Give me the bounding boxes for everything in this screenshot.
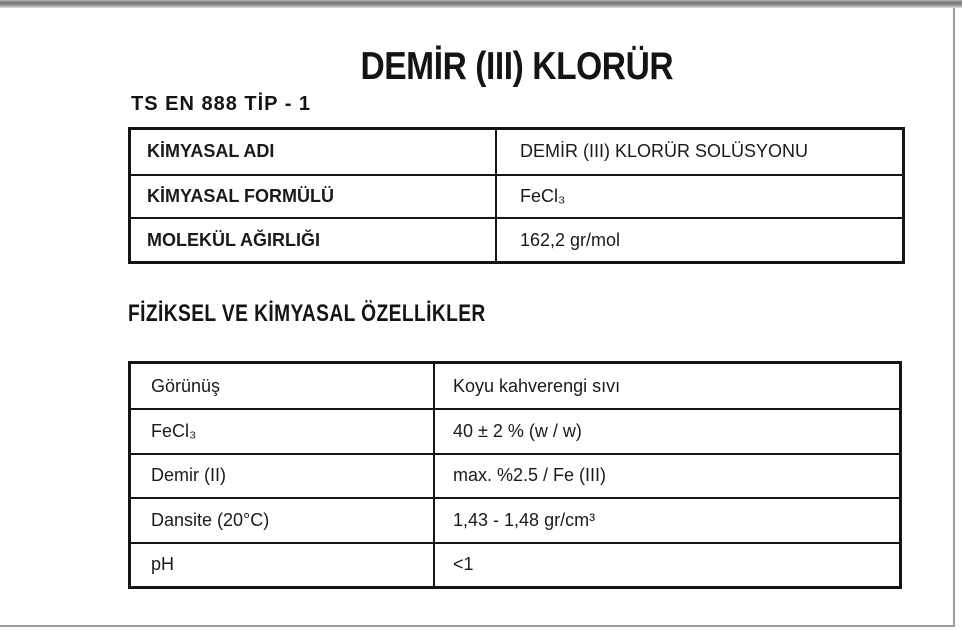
physical-chemical-properties-table xyxy=(128,361,902,589)
page-edge-right xyxy=(953,8,955,627)
table-cell-value: 40 ± 2 % (w / w) xyxy=(433,408,899,452)
table-cell-label: KİMYASAL FORMÜLÜ xyxy=(131,174,495,218)
document-title-text: DEMİR (III) KLORÜR xyxy=(360,45,673,88)
table-cell-value: Koyu kahverengi sıvı xyxy=(433,364,899,408)
table-cell-label: KİMYASAL ADI xyxy=(147,141,275,162)
table-cell-value: max. %2.5 / Fe (III) xyxy=(433,453,899,497)
table-cell-label: MOLEKÜL AĞIRLIĞI xyxy=(131,217,495,261)
document-title xyxy=(128,45,905,89)
table-cell-value: 162,2 gr/mol xyxy=(495,217,902,261)
section-heading xyxy=(128,300,575,328)
table-cell-label: FeCl₃ xyxy=(131,408,433,452)
standard-code: TS EN 888 TİP - 1 xyxy=(131,93,312,115)
chemical-identity-table xyxy=(128,127,905,264)
table-cell-label: Görünüş xyxy=(151,375,221,396)
table-cell-label: pH xyxy=(131,542,433,586)
section-heading-text: FİZİKSEL VE KİMYASAL ÖZELLİKLER xyxy=(128,300,486,327)
table-cell-value: FeCl₃ xyxy=(495,174,902,218)
page-edge-bottom xyxy=(0,625,955,627)
table-cell-value: 1,43 - 1,48 gr/cm³ xyxy=(433,497,899,541)
table-cell-value: DEMİR (III) KLORÜR SOLÜSYONU xyxy=(495,130,902,174)
table-cell-label: Demir (II) xyxy=(131,453,433,497)
table-cell-label: Dansite (20°C) xyxy=(131,497,433,541)
table-cell-value: <1 xyxy=(433,542,899,586)
window-top-edge xyxy=(0,0,962,8)
